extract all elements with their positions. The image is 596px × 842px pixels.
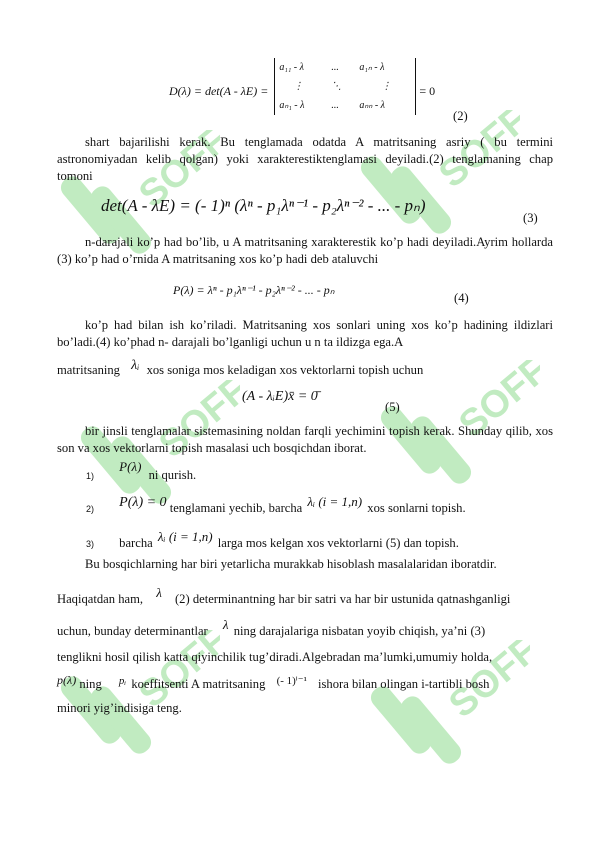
equation-number: (4)	[454, 291, 469, 305]
paragraph-text: Bu bosqichlarning har biri yetarlicha murakkab hisoblash masalalaridan iboratdir.	[85, 557, 497, 571]
det-cell: ⋮	[293, 81, 304, 92]
lambda-symbol: λ	[156, 585, 162, 600]
paragraph-text: bir jinsli tenglamalar sistemasining noldan farqli yechimini topish kerak. Shunday qilib, xos son va xos vektorlarni topish masalasi uch bosqichdan iborat.	[57, 424, 553, 455]
equation-3: det(A - λE) = (- 1)ⁿ (λⁿ - p₁λⁿ⁻¹ - p₂λⁿ⁻² - ... - pₙ)	[101, 196, 426, 215]
lambda-symbol: λ	[222, 617, 229, 632]
paragraph-line: tenglikni hosil qilish katta qiyinchilik tug’diradi.Algebradan ma’lumki,umumiy holda,	[57, 650, 493, 664]
equation-4: P(λ) = λⁿ - p₁λⁿ⁻¹ - p₂λⁿ⁻² - ... - pₙ	[173, 283, 335, 297]
list-marker: 2)	[86, 504, 95, 514]
formula: P(λ)	[119, 459, 142, 474]
svg-text:SOFF: SOFF	[441, 640, 530, 727]
paragraph	[57, 234, 553, 268]
list-marker: 1)	[86, 471, 95, 481]
svg-text:SOFF: SOFF	[451, 360, 540, 447]
paragraph	[57, 556, 553, 573]
svg-text:SOFF: SOFF	[431, 110, 520, 197]
list-item: 2) P(λ) = 0 tenglamani yechib, barcha λᵢ (i = 1,n) xos sonlarni topish.	[86, 494, 466, 515]
formula: (- 1)ⁱ⁻¹	[276, 675, 307, 687]
det-cell: ...	[331, 62, 339, 73]
det-cell: ⋮	[381, 81, 392, 92]
paragraph-text: ko’p had bilan ish ko’riladi. Matritsaning xos sonlari uning xos ko’p hadining ildizlari bo’ladi.(4) ko’phad n- darajali bo’lganligi uchun u n ta ildizga ega.A	[57, 318, 553, 349]
document-page	[57, 0, 553, 842]
paragraph	[57, 423, 553, 457]
formula: p(λ)	[57, 673, 77, 687]
equation-2	[169, 58, 435, 115]
formula: pᵢ	[118, 675, 127, 687]
paragraph-line: p(λ) ning pᵢ koeffitsenti A matritsaning (- 1)ⁱ⁻¹ ishora bilan olingan i-tartibli bosh	[57, 673, 490, 691]
list-item: 3) barcha λᵢ (i = 1,n) larga mos kelgan xos vektorlarni (5) dan topish.	[86, 529, 459, 550]
equation-5: (A - λᵢE)x̄ = 0̄	[242, 389, 318, 404]
formula: λᵢ (i = 1,n)	[157, 529, 213, 544]
paragraph-line: matritsaning λᵢ xos soniga mos keladigan xos vektorlarni topish uchun	[57, 358, 424, 377]
paragraph-line: uchun, bunday determinantlar λ ning darajalariga nisbatan yoyib chiqish, ya’ni (3)	[57, 617, 486, 638]
determinant	[274, 58, 416, 115]
paragraph	[57, 134, 553, 185]
list-marker: 3)	[86, 539, 95, 549]
paragraph-line: minori yig’indisiga teng.	[57, 701, 182, 715]
det-cell: a₁₁ - λ	[279, 62, 304, 73]
formula: λᵢ (i = 1,n)	[307, 494, 363, 509]
eq2-lhs: D(λ) = det(A - λE) =	[169, 84, 269, 98]
svg-text:SOFF: SOFF	[151, 380, 240, 467]
list-item: 1) P(λ) ni qurish.	[86, 459, 197, 482]
equation-number: (3)	[523, 211, 538, 225]
eq2-rhs: = 0	[419, 84, 436, 98]
det-cell: ⋱	[331, 81, 342, 92]
paragraph	[57, 317, 553, 351]
svg-text:SOFF: SOFF	[131, 630, 220, 717]
det-cell: a₁ₙ - λ	[359, 62, 385, 73]
det-cell: aₙₙ - λ	[359, 100, 385, 111]
svg-text:SOFF: SOFF	[131, 130, 220, 217]
formula: P(λ) = 0	[119, 495, 167, 510]
paragraph-line: Haqiqatdan ham, λ (2) determinantning har bir satri va har bir ustunida qatnashganligi	[57, 585, 511, 606]
equation-number: (2)	[453, 109, 468, 123]
det-cell: aₙ₁ - λ	[279, 100, 305, 111]
lambda-i-symbol: λᵢ	[131, 358, 140, 373]
paragraph-text: n-darajali ko’p had bo’lib, u A matritsaning xarakterestik ko’p hadi deyiladi.Ayrim hollarda (3) ko’p had o’rnida A matritsaning xos ko’p hadi deb ataluvchi	[57, 235, 553, 266]
equation-number: (5)	[385, 400, 400, 414]
paragraph-text: shart bajarilishi kerak. Bu tenglamada odatda A matritsaning asriy ( bu termini astronomiyadan kelib qolgan) yoki xarakterestiktenglamasi deyiladi.(2) tenglamaning chap tomoni	[57, 135, 553, 183]
det-cell: ...	[331, 100, 339, 111]
